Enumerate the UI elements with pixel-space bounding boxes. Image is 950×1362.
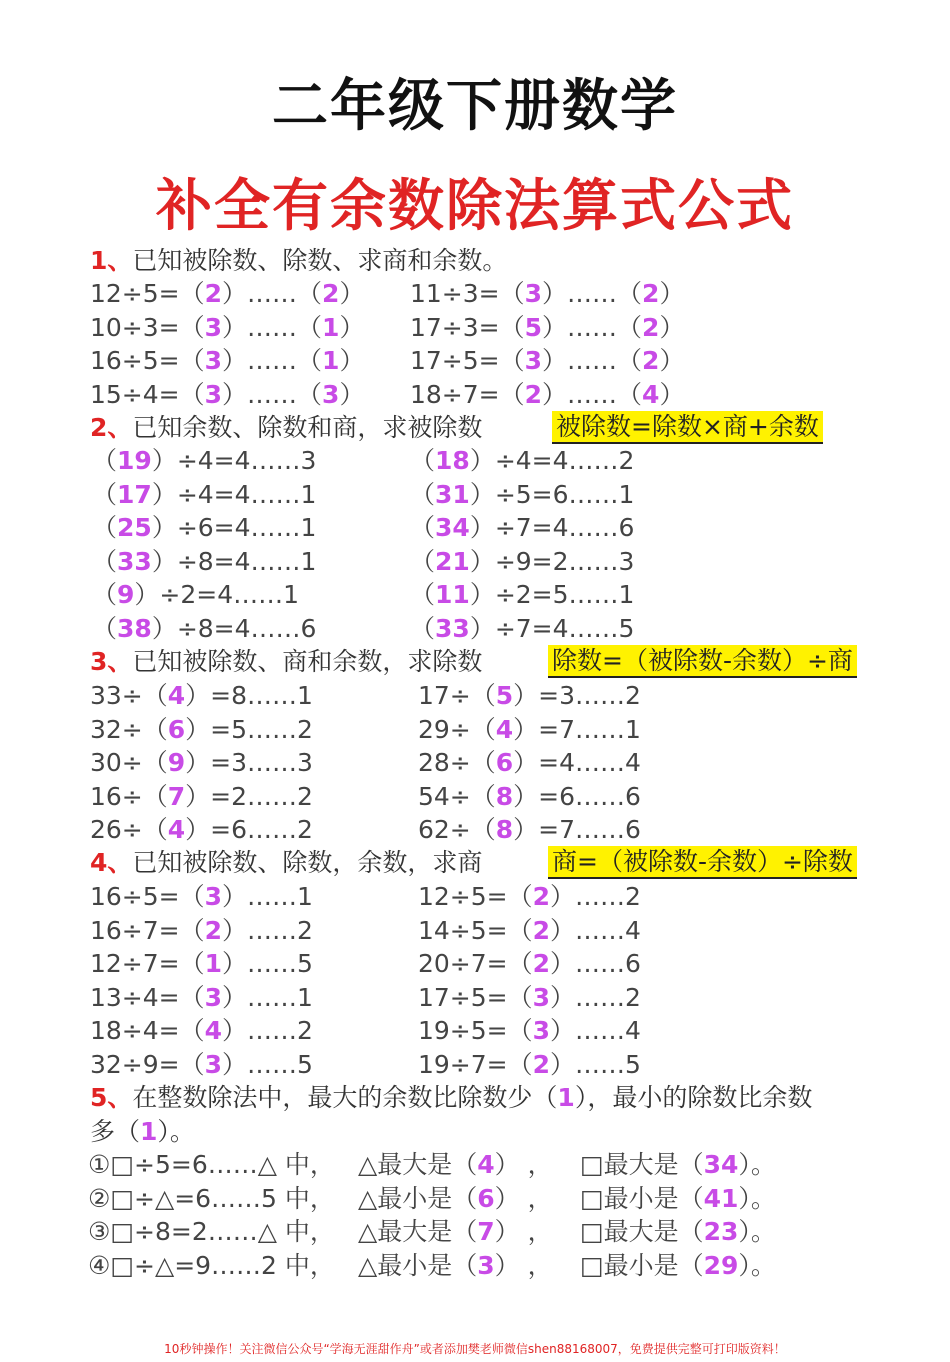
equation-text: 30÷（ — [90, 748, 168, 777]
equation — [410, 378, 684, 411]
equation-text: 17÷5=（ — [410, 346, 525, 375]
answer-value: 8 — [495, 781, 514, 811]
equation-text: ）=5……2 — [185, 714, 313, 744]
answer-value: 3 — [532, 982, 551, 1012]
equation-text: ）=3……2 — [513, 681, 641, 710]
equation-text: 14÷5=（ — [418, 915, 533, 945]
equation — [90, 378, 364, 411]
worksheet-row — [0, 679, 950, 712]
worksheet-row — [0, 846, 950, 879]
question-text: ②□÷△=6……5 中， — [88, 1183, 335, 1213]
answer-value: 3 — [532, 1016, 551, 1045]
equation — [410, 578, 634, 611]
answer-part-2 — [580, 1215, 776, 1248]
worksheet-row — [0, 311, 950, 344]
equation-text: 18÷4=（ — [90, 1016, 205, 1045]
equation-text: ）……（ — [542, 346, 643, 375]
worksheet-row — [0, 545, 950, 578]
answer-label: △最大是（ — [358, 1217, 478, 1246]
page-title: 二年级下册数学 — [272, 74, 678, 139]
answer-value: 3 — [204, 379, 223, 409]
equation-text: （ — [410, 613, 436, 643]
equation-text: ）……5 — [222, 949, 313, 978]
worksheet-row — [0, 713, 950, 746]
worksheet-row — [0, 578, 950, 611]
equation-text: ） — [339, 279, 365, 308]
answer-value: 19 — [117, 446, 152, 475]
equation-text: 28÷（ — [418, 748, 496, 777]
equation — [418, 780, 641, 813]
answer-value: 2 — [532, 949, 551, 978]
answer-value: 4 — [495, 714, 514, 744]
worksheet-row — [0, 511, 950, 544]
equation-text: （ — [410, 513, 436, 542]
equation-text: ）÷7=4……6 — [469, 513, 635, 542]
equation-text: ） — [339, 346, 365, 375]
equation — [418, 813, 641, 846]
answer-value: 34 — [703, 1150, 739, 1179]
answer-label: △最小是（ — [358, 1250, 478, 1280]
answer-part-1 — [358, 1148, 553, 1181]
equation-text: （ — [92, 580, 118, 609]
equation-text: ）=3……3 — [185, 748, 313, 777]
section-text: ）。 — [157, 1117, 195, 1146]
worksheet-row — [0, 981, 950, 1014]
equation-text: ）……2 — [222, 1016, 313, 1045]
equation-text: 19÷5=（ — [418, 1016, 533, 1045]
formula-highlight: 商=（被除数-余数）÷除数 — [548, 846, 857, 879]
answer-value: 5 — [524, 312, 543, 342]
equation — [418, 679, 641, 712]
answer-part-2 — [580, 1249, 776, 1282]
equation-text: 16÷5=（ — [90, 882, 205, 911]
answer-value: 3 — [524, 279, 543, 308]
equation-text: ）……5 — [222, 1049, 313, 1079]
equation-text: 17÷5=（ — [418, 982, 533, 1012]
equation — [90, 1014, 313, 1047]
worksheet-row — [0, 1215, 950, 1248]
equation-text: ）÷7=4……5 — [469, 613, 635, 643]
equation-text: ）=6……6 — [513, 781, 641, 811]
answer-value: 17 — [117, 479, 152, 509]
answer-value: 21 — [435, 546, 470, 576]
section-number: 1、 — [90, 246, 133, 275]
section-title: 已知被除数、除数、求商和余数。 — [132, 246, 508, 275]
equation-text: 10÷3=（ — [90, 312, 205, 342]
worksheet-row — [0, 478, 950, 511]
answer-value: 18 — [435, 446, 470, 475]
answer-label: ）。 — [738, 1183, 776, 1213]
worksheet-row — [0, 1081, 950, 1114]
section-heading — [90, 411, 482, 444]
answer-value: 6 — [167, 714, 186, 744]
answer-value: 7 — [477, 1217, 495, 1246]
section-text: 多（ — [90, 1117, 141, 1146]
answer-value: 2 — [524, 379, 543, 409]
equation-text: 12÷5=（ — [418, 882, 533, 911]
worksheet-row — [0, 880, 950, 913]
worksheet-row — [0, 947, 950, 980]
answer-label: □最小是（ — [580, 1183, 704, 1213]
answer-value: 33 — [435, 613, 470, 643]
answer-value: 11 — [435, 580, 470, 609]
worksheet-row — [0, 1148, 950, 1181]
worksheet-row — [0, 612, 950, 645]
equation-text: 11÷3=（ — [410, 279, 525, 308]
equation-text: ）……（ — [542, 379, 643, 409]
answer-value: 1 — [557, 1083, 575, 1112]
answer-label: ）。 — [738, 1217, 776, 1246]
equation — [92, 578, 299, 611]
answer-value: 38 — [117, 613, 152, 643]
equation-text: （ — [92, 546, 118, 576]
equation-text: 26÷（ — [90, 815, 168, 844]
equation-text: 16÷（ — [90, 781, 168, 811]
equation-text: ）……2 — [222, 915, 313, 945]
question-text: ③□÷8=2……△ 中， — [88, 1217, 335, 1246]
equation-text: ）……1 — [222, 982, 313, 1012]
equation-text: 29÷（ — [418, 714, 496, 744]
equation-text: ）÷4=4……2 — [469, 446, 635, 475]
equation-text: 16÷5=（ — [90, 346, 205, 375]
equation — [410, 311, 684, 344]
equation-text: （ — [410, 479, 436, 509]
equation-text: 17÷（ — [418, 681, 496, 710]
section-heading — [90, 846, 482, 879]
section-text-line — [90, 1115, 195, 1148]
equation-text: 32÷9=（ — [90, 1049, 205, 1079]
section-number: 4、 — [90, 848, 133, 877]
equation — [418, 947, 641, 980]
equation-text: （ — [92, 479, 118, 509]
answer-value: 25 — [117, 513, 152, 542]
equation-text: 32÷（ — [90, 714, 168, 744]
equation — [418, 1014, 641, 1047]
section-number: 5、 — [90, 1083, 133, 1112]
answer-label: ） ， — [494, 1183, 553, 1213]
equation — [90, 344, 364, 377]
equation — [90, 679, 313, 712]
equation-text: 12÷5=（ — [90, 279, 205, 308]
worksheet-row — [0, 1048, 950, 1081]
section-heading — [90, 1081, 812, 1114]
equation-text: ）÷8=4……1 — [151, 546, 317, 576]
answer-value: 4 — [204, 1016, 223, 1045]
equation-text: 15÷4=（ — [90, 379, 205, 409]
answer-label: △最大是（ — [358, 1150, 478, 1179]
equation — [410, 612, 634, 645]
equation — [90, 277, 364, 310]
answer-label: □最小是（ — [580, 1250, 704, 1280]
equation-text: ）=6……2 — [185, 815, 313, 844]
equation-text: ）÷9=2……3 — [469, 546, 635, 576]
formula-highlight: 除数=（被除数-余数）÷商 — [548, 645, 857, 678]
answer-value: 3 — [477, 1250, 495, 1280]
equation-text: ）÷4=4……3 — [151, 446, 317, 475]
worksheet-row — [0, 1182, 950, 1215]
section-heading — [90, 244, 507, 277]
equation — [92, 511, 316, 544]
answer-value: 7 — [167, 781, 186, 811]
worksheet-row — [0, 411, 950, 444]
equation-text: ）……2 — [550, 982, 641, 1012]
equation — [90, 880, 313, 913]
answer-label: ） ， — [494, 1250, 553, 1280]
answer-value: 1 — [204, 949, 223, 978]
equation — [410, 344, 684, 377]
answer-value: 23 — [703, 1217, 739, 1246]
question-text: ①□÷5=6……△ 中， — [88, 1150, 335, 1179]
answer-label: △最小是（ — [358, 1183, 478, 1213]
equation — [410, 545, 634, 578]
section-text: ），最小的除数比余数 — [574, 1083, 813, 1112]
equation-text: ） — [659, 379, 685, 409]
equation-text: （ — [410, 446, 436, 475]
answer-value: 3 — [204, 1049, 223, 1079]
equation — [90, 914, 313, 947]
equation — [410, 444, 634, 477]
answer-label: ） ， — [494, 1217, 553, 1246]
answer-value: 31 — [435, 479, 470, 509]
equation-text: ）÷8=4……6 — [151, 613, 317, 643]
equation — [418, 880, 641, 913]
section-heading — [90, 645, 482, 678]
formula-highlight: 被除数=除数×商+余数 — [552, 411, 823, 444]
worksheet-row — [0, 1014, 950, 1047]
question — [88, 1249, 335, 1282]
worksheet-row — [0, 914, 950, 947]
answer-value: 2 — [204, 279, 223, 308]
answer-value: 5 — [495, 681, 514, 710]
equation-text: ）……1 — [222, 882, 313, 911]
worksheet-row — [0, 344, 950, 377]
equation — [90, 713, 313, 746]
answer-value: 33 — [117, 546, 152, 576]
worksheet-row — [0, 645, 950, 678]
section-number: 2、 — [90, 413, 133, 442]
equation-text: ）……5 — [550, 1049, 641, 1079]
equation-text: ）÷2=5……1 — [469, 580, 635, 609]
equation — [418, 914, 641, 947]
equation — [90, 981, 313, 1014]
equation-text: （ — [410, 546, 436, 576]
answer-label: □最大是（ — [580, 1217, 704, 1246]
section-text: 在整数除法中，最大的余数比除数少（ — [132, 1083, 558, 1112]
answer-value: 2 — [642, 279, 660, 308]
equation — [418, 746, 641, 779]
answer-value: 4 — [167, 815, 186, 844]
equation-text: ）……2 — [550, 882, 641, 911]
answer-part-1 — [358, 1182, 553, 1215]
equation-text: 62÷（ — [418, 815, 496, 844]
question — [88, 1182, 335, 1215]
equation — [90, 1048, 313, 1081]
answer-value: 6 — [495, 748, 514, 777]
answer-label: ）。 — [738, 1150, 776, 1179]
equation-text: ） — [659, 312, 685, 342]
page-subtitle: 补全有余数除法算式公式 — [156, 174, 794, 239]
section-number: 3、 — [90, 647, 133, 676]
answer-part-2 — [580, 1148, 776, 1181]
equation-text: （ — [92, 613, 118, 643]
section-title: 已知余数、除数和商，求被除数 — [132, 413, 483, 442]
equation-text: ）……4 — [550, 915, 641, 945]
answer-part-1 — [358, 1215, 553, 1248]
equation-text: 33÷（ — [90, 681, 168, 710]
answer-value: 3 — [204, 882, 223, 911]
worksheet-row — [0, 378, 950, 411]
answer-value: 1 — [140, 1117, 158, 1146]
equation — [90, 780, 313, 813]
equation — [90, 813, 313, 846]
answer-value: 29 — [703, 1250, 739, 1280]
equation-text: ）……（ — [222, 279, 323, 308]
equation-text: ）……（ — [542, 312, 643, 342]
equation — [410, 511, 634, 544]
answer-value: 4 — [642, 379, 660, 409]
equation — [418, 1048, 641, 1081]
equation-text: ）……（ — [222, 379, 323, 409]
answer-value: 4 — [167, 681, 186, 710]
equation — [410, 478, 634, 511]
equation-text: 20÷7=（ — [418, 949, 533, 978]
worksheet-row — [0, 277, 950, 310]
question-text: ④□÷△=9……2 中， — [88, 1250, 335, 1280]
equation-text: 54÷（ — [418, 781, 496, 811]
worksheet-row — [0, 813, 950, 846]
equation-text: ）÷5=6……1 — [469, 479, 635, 509]
equation — [92, 444, 316, 477]
answer-value: 3 — [524, 346, 543, 375]
worksheet-row — [0, 444, 950, 477]
answer-label: ）。 — [738, 1250, 776, 1280]
section-title: 已知被除数、除数，余数，求商 — [132, 848, 483, 877]
answer-value: 3 — [322, 379, 340, 409]
worksheet-row — [0, 1115, 950, 1148]
equation — [92, 478, 316, 511]
equation — [90, 746, 313, 779]
equation-text: ）=7……1 — [513, 714, 641, 744]
answer-value: 41 — [703, 1183, 739, 1213]
answer-value: 2 — [642, 312, 660, 342]
equation — [410, 277, 684, 310]
equation-text: （ — [92, 446, 118, 475]
equation — [90, 947, 313, 980]
equation-text: ） — [339, 379, 365, 409]
equation-text: ）÷6=4……1 — [151, 513, 317, 542]
answer-value: 1 — [322, 346, 340, 375]
equation-text: 17÷3=（ — [410, 312, 525, 342]
equation-text: 19÷7=（ — [418, 1049, 533, 1079]
answer-value: 2 — [204, 915, 223, 945]
answer-value: 6 — [477, 1183, 495, 1213]
answer-value: 8 — [495, 815, 514, 844]
worksheet-row — [0, 780, 950, 813]
equation — [92, 612, 316, 645]
answer-value: 4 — [477, 1150, 495, 1179]
equation-text: ）……4 — [550, 1016, 641, 1045]
equation-text: 12÷7=（ — [90, 949, 205, 978]
answer-value: 3 — [204, 982, 223, 1012]
answer-label: □最大是（ — [580, 1150, 704, 1179]
equation — [92, 545, 316, 578]
equation-text: ）÷2=4……1 — [134, 580, 300, 609]
answer-value: 2 — [322, 279, 340, 308]
equation-text: ）÷4=4……1 — [151, 479, 317, 509]
equation-text: 18÷7=（ — [410, 379, 525, 409]
equation-text: ） — [659, 279, 685, 308]
equation-text: ）=4……4 — [513, 748, 641, 777]
answer-value: 34 — [435, 513, 470, 542]
equation — [418, 713, 641, 746]
answer-value: 2 — [642, 346, 660, 375]
equation — [90, 311, 364, 344]
answer-value: 9 — [167, 748, 186, 777]
worksheet-row — [0, 1249, 950, 1282]
equation-text: ）=7……6 — [513, 815, 641, 844]
equation-text: ）……（ — [222, 346, 323, 375]
question — [88, 1148, 335, 1181]
equation-text: 16÷7=（ — [90, 915, 205, 945]
equation-text: ）=8……1 — [185, 681, 313, 710]
answer-part-1 — [358, 1249, 553, 1282]
footer-note: 10秒钟操作！关注微信公众号“学海无涯甜作舟”或者添加樊老师微信shen88168007，免费提供完整可打印版资料！ — [164, 1342, 786, 1356]
equation-text: ） — [659, 346, 685, 375]
equation-text: （ — [410, 580, 436, 609]
equation-text: 13÷4=（ — [90, 982, 205, 1012]
answer-value: 9 — [117, 580, 135, 609]
answer-value: 2 — [532, 882, 551, 911]
section-title: 已知被除数、商和余数，求除数 — [132, 647, 483, 676]
equation-text: ）=2……2 — [185, 781, 313, 811]
equation-text: ）……6 — [550, 949, 641, 978]
equation-text: ）……（ — [222, 312, 323, 342]
answer-label: ） ， — [494, 1150, 553, 1179]
question — [88, 1215, 335, 1248]
equation-text: ）……（ — [542, 279, 643, 308]
answer-value: 1 — [322, 312, 340, 342]
answer-part-2 — [580, 1182, 776, 1215]
answer-value: 3 — [204, 312, 223, 342]
equation — [418, 981, 641, 1014]
equation-text: ） — [339, 312, 365, 342]
equation-text: （ — [92, 513, 118, 542]
answer-value: 3 — [204, 346, 223, 375]
worksheet-row — [0, 746, 950, 779]
answer-value: 2 — [532, 1049, 551, 1079]
worksheet-row — [0, 244, 950, 277]
answer-value: 2 — [532, 915, 551, 945]
